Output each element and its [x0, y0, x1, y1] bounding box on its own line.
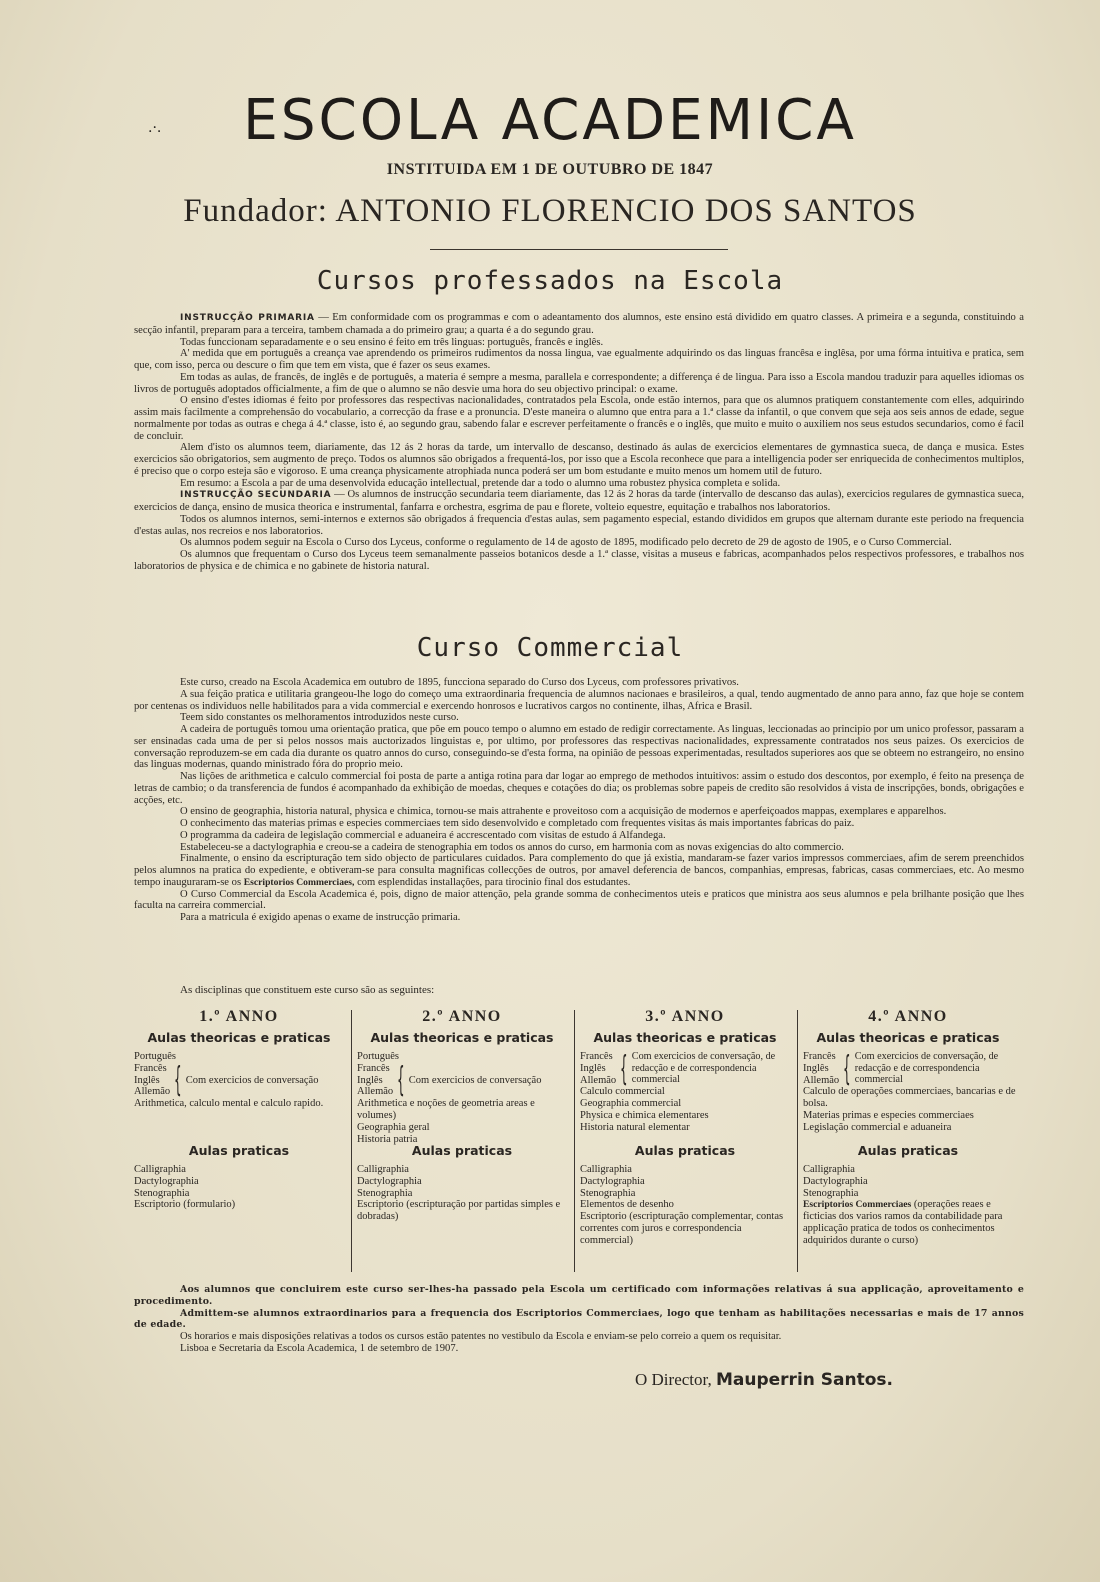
languages-group [134, 1060, 348, 1101]
escriptorios-note: (operações reaes e ficticias dos varios ramos da contabilidade para applicação pratica de todos os conhecimentos adquiridos durante o curso) [803, 1199, 1003, 1246]
paragraph: A cadeira de português tomou uma orientação pratica, que põe em pouco tempo o alumno em estado de redigir correctamente. As linguas, leccionadas ao principio por um unico professor, passaram a ser ensinadas cada uma de per si pelos nossos mais auctorizados linguistas e, por ultimo, por professores das respectivas nacionalidades, expressamente contratados nos seus paizes. Os exercicios de conversação reproduzem-se em cada dia durante os quatro annos do curso, conseguindo-se d'esta forma, na opinião de pessoas experimentadas, resultados superiores aos que se obteem no estrangeiro, no ensino das linguas modernas, quando ministrado fóra do proprio meio. [134, 724, 1024, 771]
paragraph: O ensino d'estes idiomas é feito por professores das respectivas nacionalidades, contratados pela Escola, onde estão internos, para que os alumnos pratiquem constantemente com elles, adquirindo assim mais facilmente a comprehensão do vocabulario, a correcção da frase e a pronuncia. D'este maneira o alumno que entra para a 1.ª classe da infantil, o que convem que seja aos seis annos de edade, segue normalmente por todas as outras e chega á 4.ª classe, isto é, ao segundo grau, sabendo falar e escrever perfeitamente o francês e o inglês, que muito e muito o auxiliem nos seus estudos secundarios, como é facil de concluir. [134, 395, 1024, 442]
primaria-heading: INSTRUCÇÃO PRIMARIA [180, 313, 315, 323]
brace-icon: { [843, 1048, 851, 1089]
list-item: Calculo de operações commerciaes, bancarias e de bolsa. [803, 1086, 1016, 1110]
year-column-1 [130, 1006, 348, 1278]
list-item: Materias primas e especies commerciaes [803, 1109, 974, 1121]
brace-icon: { [397, 1060, 405, 1101]
ink-fleck: .·. [148, 120, 162, 136]
languages-note: Com exercicios de conversação, de redacção e de correspondencia commercial [854, 1051, 999, 1086]
footer-notices [134, 1284, 1024, 1355]
language-item: Francês [803, 1051, 836, 1062]
languages-group [357, 1060, 571, 1101]
language-item: Allemão [803, 1074, 840, 1086]
brace-icon: { [174, 1060, 182, 1101]
paragraph: O Curso Commercial da Escola Academica é, pois, digno de maior attenção, pela grande somma de conhecimentos uteis e praticos que ministra aos seus alumnos e pela brilhante posição que lhes faculta na carreira commercial. [134, 888, 1024, 912]
list-item: Elementos de desenho [580, 1199, 674, 1211]
list-item: Dactylographia [803, 1175, 868, 1187]
list-item: Historia patria [357, 1133, 418, 1145]
paragraph-text: com esplendidas installações, para tirocinio final dos estudantes. [357, 876, 631, 888]
theory-list [134, 1051, 348, 1143]
language-item: Francês [580, 1051, 613, 1062]
theory-heading: Aulas theoricas e praticas [147, 1030, 331, 1045]
commercial-body [134, 677, 1024, 924]
list-item: Stenographia [357, 1187, 413, 1199]
list-item [803, 1199, 1017, 1246]
language-item: Inglês [580, 1062, 606, 1074]
notice: Lisboa e Secretaria da Escola Academica, 1 de setembro de 1907. [180, 1342, 459, 1354]
practice-list [803, 1164, 1017, 1247]
list-item: Legislação commercial e aduaneira [803, 1121, 952, 1133]
language-item: Allemão [357, 1086, 394, 1098]
brace-icon: { [620, 1048, 628, 1089]
paragraph: Este curso, creado na Escola Academica em outubro de 1895, funcciona separado do Curso dos Lyceus, com professores privativos. [180, 677, 739, 688]
theory-heading: Aulas theoricas e praticas [370, 1030, 554, 1045]
instituted-date: INSTITUIDA EM 1 DE OUTUBRO DE 1847 [386, 161, 714, 178]
director-signature [635, 1370, 893, 1390]
page-title: ESCOLA ACADEMICA [243, 88, 857, 153]
list-item: Dactylographia [134, 1175, 199, 1187]
theory-heading: Aulas theoricas e praticas [816, 1030, 1000, 1045]
theory-list [580, 1048, 794, 1143]
paragraph: Em resumo: a Escola a par de uma desenvolvida educação intellectual, pretende dar a todo o alumno uma robustez physica completa e solida. [180, 477, 781, 489]
paragraph: Teem sido constantes os melhoramentos introduzidos neste curso. [180, 712, 459, 724]
column-divider [351, 1010, 352, 1272]
language-item: Francês [357, 1062, 390, 1074]
paragraph: Em todas as aulas, de francês, de inglês e de português, a materia é sempre a mesma, parallela e correspondente; a differença é de lingua. Para isso a Escola mandou traduzir para aquelles idiomas os livros de português adoptados officialmente, a fim de que o alumno se não desvie uma hora do seu objectivo principal: o exame. [134, 371, 1024, 395]
practice-list [134, 1164, 348, 1211]
list-item: Calligraphia [357, 1164, 409, 1175]
languages-group [580, 1048, 794, 1089]
practice-list [580, 1164, 794, 1247]
year-column-4 [799, 1006, 1017, 1278]
theory-list [803, 1048, 1017, 1143]
paragraph: Os alumnos que frequentam o Curso dos Lyceus teem semanalmente passeios botanicos desde a 1.ª classe, visitas a museus e fabricas, acompanhados pelos respectivos professores, e trabalhos nos laboratorios de physica e de chimica e no gabinete de historia natural. [134, 549, 1024, 572]
column-divider [797, 1010, 798, 1272]
courses-body [134, 312, 1024, 573]
practice-heading: Aulas praticas [634, 1143, 736, 1158]
year-heading: 4.º ANNO [868, 1008, 948, 1025]
title-divider [430, 249, 728, 250]
secundaria-heading: INSTRUCÇÃO SECUNDARIA [180, 490, 332, 501]
year-heading: 1.º ANNO [199, 1008, 279, 1025]
paragraph: Estabeleceu-se a dactylographia e creou-se a cadeira de stenographia em todos os annos do curso, em harmonia com as novas exigencias do alto commercio. [180, 841, 844, 853]
paragraph [134, 489, 1024, 514]
notice: Os horarios e mais disposições relativas a todos os cursos estão patentes no vestibulo da Escola e enviam-se pelo correio a quem os requisitar. [180, 1331, 782, 1343]
list-item: Calligraphia [134, 1164, 186, 1175]
language-item: Inglês [357, 1074, 383, 1086]
paragraph: Todos os alumnos internos, semi-internos e externos são obrigados á frequencia d'estas aulas, sem pagamento especial, estando divididos em grupos que alternam durante este periodo na frequencia d'estas aulas, nos recreios e nos laboratorios. [134, 513, 1024, 537]
paragraph [134, 853, 1024, 888]
list-item: Arithmetica e noções de geometria areas e volumes) [357, 1098, 535, 1121]
language-item: Allemão [134, 1086, 171, 1098]
list-item: Dactylographia [580, 1175, 645, 1187]
paragraph-text: — Em conformidade com os programmas e com o adeantamento dos alumnos, este ensino está dividido em quatro classes. A primeira e a segunda, constituindo a secção infantil, preparam para a terceira, tambem chamada a do primeiro grau; a quarta é a do segundo grau. [134, 312, 1024, 336]
paragraph: O programma da cadeira de legislação commercial e aduaneira é accrescentado com visitas de estudo á Alfandega. [180, 829, 666, 841]
list-item: Historia natural elementar [580, 1121, 690, 1133]
paragraph: Alem d'isto os alumnos teem, diariamente, das 12 ás 2 horas da tarde, um intervallo de descanso, destinado ás aulas de exercicios elementares de gymnastica sueca, de dança e musica. Estes exercicios são obrigatorios, sem augmento de preço. Todos os alumnos são obrigados a frequentá-los, por isso que a Escola reconhece que para a intelligencia poder ser enriquecida de conhecimentos multiplos, é preciso que o corpo esteja são e vigoroso. E uma creança physicamente atrophiada nunca poderá ser um bom estudante e muito menos um homem util de futuro. [134, 442, 1024, 477]
language-item: Francês [134, 1062, 167, 1074]
years-table [130, 1006, 1023, 1278]
languages-note: Com exercicios de conversação [185, 1074, 319, 1086]
list-item: Geographia commercial [580, 1098, 682, 1110]
theory-list [357, 1051, 571, 1143]
practice-heading: Aulas praticas [188, 1143, 290, 1158]
language-item: Inglês [803, 1062, 829, 1074]
list-item: Physica e chimica elementares [580, 1109, 709, 1121]
year-heading: 3.º ANNO [645, 1008, 725, 1025]
languages-note: Com exercicios de conversação, de redacção e de correspondencia commercial [631, 1051, 776, 1086]
paragraph: A sua feição pratica e utilitaria grangeou-lhe logo do começo uma extraordinaria frequencia de alumnos nacionaes e brasileiros, a qual, tendo augmentado de anno para anno, faz que hoje se contem por centenas os individuos nelle habilitados para a vida commercial e exercendo honrosos e lucrativos cargos no continente, ilhas, Africa e Brasil. [134, 688, 1024, 712]
director-label: O Director, [635, 1370, 712, 1389]
paragraph: Todas funccionam separadamente e o seu ensino é feito em três linguas: português, francês e inglês. [180, 336, 604, 348]
paragraph-text: Finalmente, o ensino da escripturação tem sido objecto de particulares cuidados. Para complemento do que já existia, mandaram-se fazer varios impressos commerciaes, afim de serem preenchidos pelos alumnos na pratica do expediente, e obtiveram-se para consulta magnificas collecções de outros, por amavel deferencia de bancos, companhias, empresas, fabricas, casas commerciaes, etc. Ao mesmo tempo inauguraram-se os [134, 853, 1024, 888]
practice-list [357, 1164, 571, 1223]
list-item: Calligraphia [580, 1164, 632, 1175]
disciplines-intro: As disciplinas que constituem este curso são as seguintes: [180, 984, 435, 996]
list-item: Stenographia [803, 1187, 859, 1199]
practice-heading: Aulas praticas [857, 1143, 959, 1158]
paragraph-text: — Os alumnos de instrucção secundaria teem diariamente, das 12 ás 2 horas da tarde (intervallo de descanso das aulas), exercicios regulares de gymnastica sueca, exercicios de dança, ensino de musica theorica e instrumental, fanfarra e orchestra, esgrima de pau e florete, volteio equestre, equitação e trabalhos nos laboratorios. [134, 489, 1024, 513]
list-item: Português [134, 1051, 176, 1062]
escriptorios-bold: Escriptorios Commerciaes, [243, 876, 355, 888]
language-item: Allemão [580, 1074, 617, 1086]
founder-line: Fundador: ANTONIO FLORENCIO DOS SANTOS [183, 193, 917, 229]
section-title-commercial: Curso Commercial [416, 633, 684, 663]
escriptorios-label: Escriptorios Commerciaes [803, 1199, 912, 1211]
paragraph [134, 312, 1024, 337]
practice-heading: Aulas praticas [411, 1143, 513, 1158]
paragraph: Para a matricula é exigido apenas o exame de instrucção primaria. [180, 912, 461, 923]
paragraph: Os alumnos podem seguir na Escola o Curso dos Lyceus, conforme o regulamento de 14 de agosto de 1895, modificado pelo decreto de 29 de agosto de 1905, e o Curso Commercial. [180, 537, 952, 549]
year-heading: 2.º ANNO [422, 1008, 502, 1025]
theory-heading: Aulas theoricas e praticas [593, 1030, 777, 1045]
column-divider [574, 1010, 575, 1272]
year-column-2 [353, 1006, 571, 1278]
paragraph: O conhecimento das materias primas e especies commerciaes tem sido desenvolvido e completado com frequentes visitas ás mais importantes fabricas do paiz. [180, 818, 855, 829]
paragraph: A' medida que em português a creança vae aprendendo os primeiros rudimentos da nossa lingua, vae egualmente adquirindo os das linguas francêsa e inglêsa, por uma fórma intuitiva e pratica, sem que, com isso, perca ou descure o fim que tem em vista, que é fazer os seus exames. [134, 348, 1024, 371]
notice: Aos alumnos que concluirem este curso ser-lhes-ha passado pela Escola um certificado com informações relativas á sua applicação, aproveitamento e procedimento. [134, 1284, 1024, 1307]
list-item: Geographia geral [357, 1121, 430, 1133]
list-item: Calculo commercial [580, 1086, 665, 1098]
paragraph: O ensino de geographia, historia natural, physica e chimica, tornou-se mais attrahente e proveitoso com a acquisição de modernos e aperfeiçoados mappas, exemplares e apparelhos. [180, 806, 947, 818]
list-item: Arithmetica, calculo mental e calculo rapido. [134, 1098, 324, 1110]
list-item: Escriptorio (escripturação complementar, contas correntes com juros e correspondencia commercial) [580, 1211, 784, 1246]
list-item: Escriptorio (formulario) [134, 1199, 236, 1211]
director-name: Mauperrin Santos. [715, 1370, 893, 1390]
list-item: Stenographia [134, 1187, 190, 1199]
notice: Admittem-se alumnos extraordinarios para a frequencia dos Escriptorios Commerciaes, logo que tenham as habilitações necessarias e mais de 17 annos de edade. [134, 1307, 1024, 1331]
list-item: Stenographia [580, 1187, 636, 1199]
year-column-3 [576, 1006, 794, 1278]
language-item: Inglês [134, 1074, 160, 1086]
paragraph: Nas lições de arithmetica e calculo commercial foi posta de parte a antiga rotina para dar logar ao emprego de methodos intuitivos: assim o estudo dos descontos, por exemplo, é feito na presença de letras de cambio; o da transferencia de fundos é acompanhado da exhibição de moedas, cheques e cotações do dia; os problemas sobre papeis de credito são resolvidos á vista de inscripções, bonds, obrigações e acções, etc. [134, 771, 1024, 806]
languages-group [803, 1048, 1017, 1089]
list-item: Dactylographia [357, 1175, 422, 1187]
list-item: Português [357, 1051, 399, 1062]
list-item: Calligraphia [803, 1164, 855, 1175]
section-title-courses: Cursos professados na Escola [316, 266, 784, 296]
languages-note: Com exercicios de conversação [408, 1074, 542, 1086]
list-item: Escriptorio (escripturação por partidas simples e dobradas) [357, 1199, 561, 1223]
